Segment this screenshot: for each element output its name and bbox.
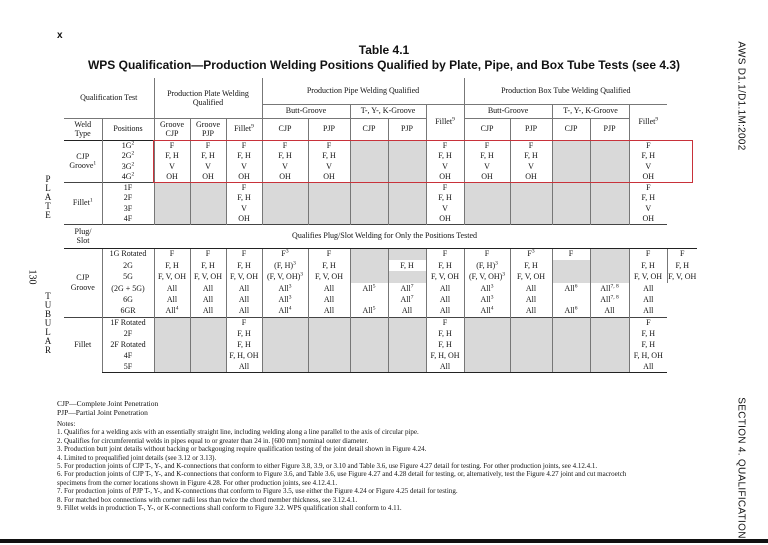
plate-group-header: Production Plate Welding Qualified <box>154 78 262 118</box>
note-item: 7. For production joints of PJP T-, Y-, and K-connections that conform to Figure 3.5, use either the Figure 4.24 or Figure 4.25 detail for testing. <box>57 487 458 496</box>
table-row: 4F F, H, OH F, H, OH F, H, OH <box>64 350 697 361</box>
highlight-box <box>153 140 693 183</box>
abbreviations: CJP—Complete Joint Penetration PJP—Partial Joint Penetration <box>57 399 159 417</box>
table-row: Fillet$^1$ 1F F F F <box>64 182 697 193</box>
table-row: 2G F, H F, H F, H (F, H)$^3$ F, H F, H F, H (F, H)$^3$ F, H F, H F, H <box>64 260 697 272</box>
table-row: (2G + 5G) All All All All$^3$ All All$^5$ All$^7$ All All$^3$ All All$^6$ All$^{7, 8}$ All <box>64 283 697 295</box>
qualification-test-header: Qualification Test <box>64 78 154 118</box>
page-number: 130 <box>26 269 38 285</box>
note-item: 3. Production butt joint details without backing or backgouging require qualification testing of the joint detail shown in Figure 4.24. <box>57 445 427 454</box>
tubular-vertical-label: T U B U L A R <box>44 291 52 355</box>
table-row: 4F OH OH OH <box>64 214 697 225</box>
pipe-group-header: Production Pipe Welding Qualified <box>262 78 464 104</box>
box-tyk-groove-header: T-, Y-, K-Groove <box>552 104 629 118</box>
pipe-tyk-cjp-header: CJP <box>350 118 388 140</box>
table-row: CJP Groove 1G Rotated F F F $F^3$ F F F $F^3$ F F F <box>64 248 697 260</box>
pipe-butt-cjp-header: CJP <box>262 118 308 140</box>
pipe-butt-pjp-header: PJP <box>308 118 350 140</box>
table-number: Table 4.1 <box>358 43 410 57</box>
plate-groove-pjp-header: Groove PJP <box>190 118 226 140</box>
table-row: 2F F, H F, H F, H <box>64 193 697 204</box>
notes-title: Notes: <box>57 420 76 428</box>
table-row: Fillet 1F Rotated F F F <box>64 317 697 328</box>
table-row: $2G^2$ F, H F, H F, H F, H F, H F, H F, H F, H F, H <box>64 151 697 162</box>
table-row <box>64 224 697 248</box>
box-tyk-pjp-header: PJP <box>590 118 629 140</box>
plate-fillet-header: Fillet$^9$ <box>226 118 262 140</box>
pipe-butt-groove-header: Butt-Groove <box>262 104 350 118</box>
note-item: 8. For matched box connections with corner radii less than twice the chord member thickness, see 3.12.4.1. <box>57 495 358 504</box>
plate-fillet-label: Fillet$^1$ <box>64 182 102 224</box>
pipe-cjp-groove-label: CJP Groove <box>64 248 102 317</box>
note-item: 2. Qualifies for circumferential welds in pipes equal to or greater than 24 in. [600 mm] nominal outer diameter. <box>57 436 369 445</box>
pipe-tyk-groove-header: T-, Y-, K-Groove <box>350 104 426 118</box>
notes <box>57 420 697 512</box>
box-butt-pjp-header: PJP <box>510 118 552 140</box>
table-row: 2F Rotated F, H F, H F, H <box>64 339 697 350</box>
table-row: 6GR All$^4$ All All All$^4$ All All$^5$ All All All$^4$ All All$^6$ All All <box>64 306 697 318</box>
table-title: WPS Qualification—Production Welding Positions Qualified by Plate, Pipe, and Box Tube Tests (see 4.3) <box>87 58 681 72</box>
positions-header: Positions <box>102 118 154 140</box>
qualification-table <box>64 78 697 373</box>
bottom-rule <box>0 539 768 543</box>
weld-type-header: Weld Type <box>74 119 92 138</box>
plate-groove-cjp-header: Groove CJP <box>154 118 190 140</box>
table-row: 5G F, V, OH F, V, OH F, V, OH (F, V, OH)$^3$ F, V, OH F, V, OH (F, V, OH)$^3$ F, V, OH F, V, OH F, V, OH <box>64 271 697 283</box>
table-row: $3G^2$ V V V V V V V V V <box>64 161 697 172</box>
pipe-fillet-label: Fillet <box>64 317 102 372</box>
table-row: 5F All All All <box>64 361 697 372</box>
side-footer: SECTION 4. QUALIFICATION <box>735 397 747 539</box>
note-item: 9. Fillet welds in production T-, Y-, or K-connections shall conform to Figure 3.2. WPS qualification shall conform to 4.11. <box>57 504 402 513</box>
plug-slot-label: Plug/ Slot <box>64 224 102 248</box>
note-item: 4. Limited to prequalified joint details (see 3.12 or 3.13). <box>57 453 217 462</box>
box-group-header: Production Box Tube Welding Qualified <box>464 78 667 104</box>
box-fillet-header: Fillet$^9$ <box>629 104 667 140</box>
box-tyk-cjp-header: CJP <box>552 118 590 140</box>
table-row: 3F V V V <box>64 203 697 214</box>
plate-vertical-label: P L A T E <box>44 174 52 220</box>
note-item: 6. For production joints of CJP T-, Y-, and K-connections that conform to Figure 3.6, and Table 3.6, use Figure 4.27 and 4.28 detail for testing, or, alternatively, test the Figure 4.27 joint and cut macroetch <box>57 470 627 479</box>
table-row: $4G^2$ OH OH OH OH OH OH OH OH OH <box>64 172 697 183</box>
table-row: 6G All All All All$^3$ All All$^7$ All All$^3$ All All$^{7, 8}$ All <box>64 294 697 306</box>
pipe-tyk-pjp-header: PJP <box>388 118 426 140</box>
corner-mark: x <box>57 30 63 41</box>
side-header: AWS D1.1/D1.1M:2002 <box>735 41 747 151</box>
plug-slot-text: Qualifies Plug/Slot Welding for Only the Positions Tested <box>102 224 667 248</box>
box-butt-cjp-header: CJP <box>464 118 510 140</box>
plate-cjp-groove-label: CJP Groove$^1$ <box>64 140 102 182</box>
table-row: 2F F, H F, H F, H <box>64 328 697 339</box>
table-row: CJP Groove$^1$ $1G^2$ F F F F F F F F F <box>64 140 697 151</box>
pipe-fillet-header: Fillet$^9$ <box>426 104 464 140</box>
box-butt-groove-header: Butt-Groove <box>464 104 552 118</box>
note-item: 5. For production joints of CJP T-, Y-, and K-connections that conform to either Figure 3.8, 3.9, or 3.10 and Table 3.6, use Figure 4.27 detail for testing. For other production joints, see 4.12.4.1. <box>57 462 598 471</box>
note-item: specimens from the corner locations shown in Figure 4.28. For other production joints, see 4.12.4.1. <box>57 478 338 487</box>
note-item: 1. Qualifies for a welding axis with an essentially straight line, including welding along a line parallel to the axis of circular pipe. <box>57 428 419 437</box>
